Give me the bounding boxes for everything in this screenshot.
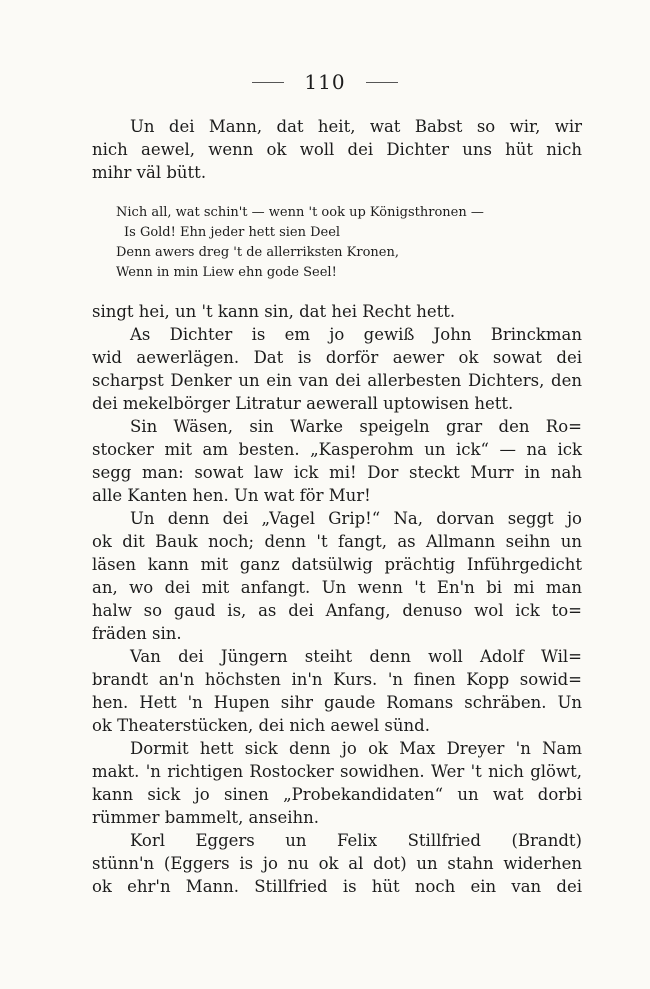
verse-quotation	[116, 203, 576, 283]
text-line: Van dei Jüngern steiht denn woll Adolf Wil=	[130, 647, 582, 666]
text-line: läsen kann mit ganz datsülwig prächtig Inführgedicht	[92, 555, 582, 574]
text-line: mihr väl bütt.	[92, 163, 207, 182]
text-line: stünn'n (Eggers is jo nu ok al dot) un stahn widerhen	[92, 854, 582, 873]
text-line: kann sick jo sinen „Probekandidaten“ un wat dorbi	[92, 785, 582, 804]
intro-paragraph	[92, 115, 582, 184]
text-line: brandt an'n höchsten in'n Kurs. 'n finen Kopp sowid=	[92, 670, 582, 689]
text-line: stocker mit am besten. „Kasperohm un ick“ — na ick	[92, 440, 582, 459]
text-line: dei mekelbörger Litratur aewerall uptowisen hett.	[92, 394, 514, 413]
page-number: 110	[304, 70, 346, 94]
text-line: Korl Eggers un Felix Stillfried (Brandt)	[130, 831, 582, 850]
header-dash-right	[366, 82, 398, 83]
text-line: ok ehr'n Mann. Stillfried is hüt noch ein van dei	[92, 877, 582, 896]
verse-line: Wenn in min Liew ehn gode Seel!	[116, 265, 337, 280]
text-line: ok Theaterstücken, dei nich aewel sünd.	[92, 716, 430, 735]
text-line: hen. Hett 'n Hupen sihr gaude Romans schräben. Un	[92, 693, 582, 712]
text-line: Dormit hett sick denn jo ok Max Dreyer 'n Nam	[130, 739, 582, 758]
text-line: wid aewerlägen. Dat is dorför aewer ok sowat dei	[92, 348, 582, 367]
text-line: Sin Wäsen, sin Warke speigeln grar den Ro=	[130, 417, 582, 436]
verse-line: Nich all, wat schin't — wenn 't ook up Königsthronen —	[116, 205, 484, 220]
body-text	[92, 300, 582, 898]
text-line: an, wo dei mit anfangt. Un wenn 't En'n bi mi man	[92, 578, 582, 597]
text-line: nich aewel, wenn ok woll dei Dichter uns hüt nich	[92, 140, 582, 159]
verse-line: Denn awers dreg 't de allerriksten Kronen,	[116, 245, 399, 260]
page-header	[0, 70, 650, 94]
text-line: singt hei, un 't kann sin, dat hei Recht hett.	[92, 302, 456, 321]
text-line: As Dichter is em jo gewiß John Brinckman	[130, 325, 582, 344]
verse-line: Is Gold! Ehn jeder hett sien Deel	[124, 225, 341, 240]
text-line: makt. 'n richtigen Rostocker sowidhen. Wer 't nich glöwt,	[92, 762, 582, 781]
text-line: rümmer bammelt, anseihn.	[92, 808, 320, 827]
text-line: fräden sin.	[92, 624, 182, 643]
text-line: ok dit Bauk noch; denn 't fangt, as Allmann seihn un	[92, 532, 582, 551]
text-line: Un denn dei „Vagel Grip!“ Na, dorvan seggt jo	[130, 509, 582, 528]
text-line: scharpst Denker un ein van dei allerbesten Dichters, den	[92, 371, 582, 390]
text-line: Un dei Mann, dat heit, wat Babst so wir, wir	[130, 117, 582, 136]
text-line: halw so gaud is, as dei Anfang, denuso wol ick to=	[92, 601, 582, 620]
header-dash-left	[252, 82, 284, 83]
text-line: segg man: sowat law ick mi! Dor steckt Murr in nah	[92, 463, 582, 482]
text-line: alle Kanten hen. Un wat för Mur!	[92, 486, 371, 505]
